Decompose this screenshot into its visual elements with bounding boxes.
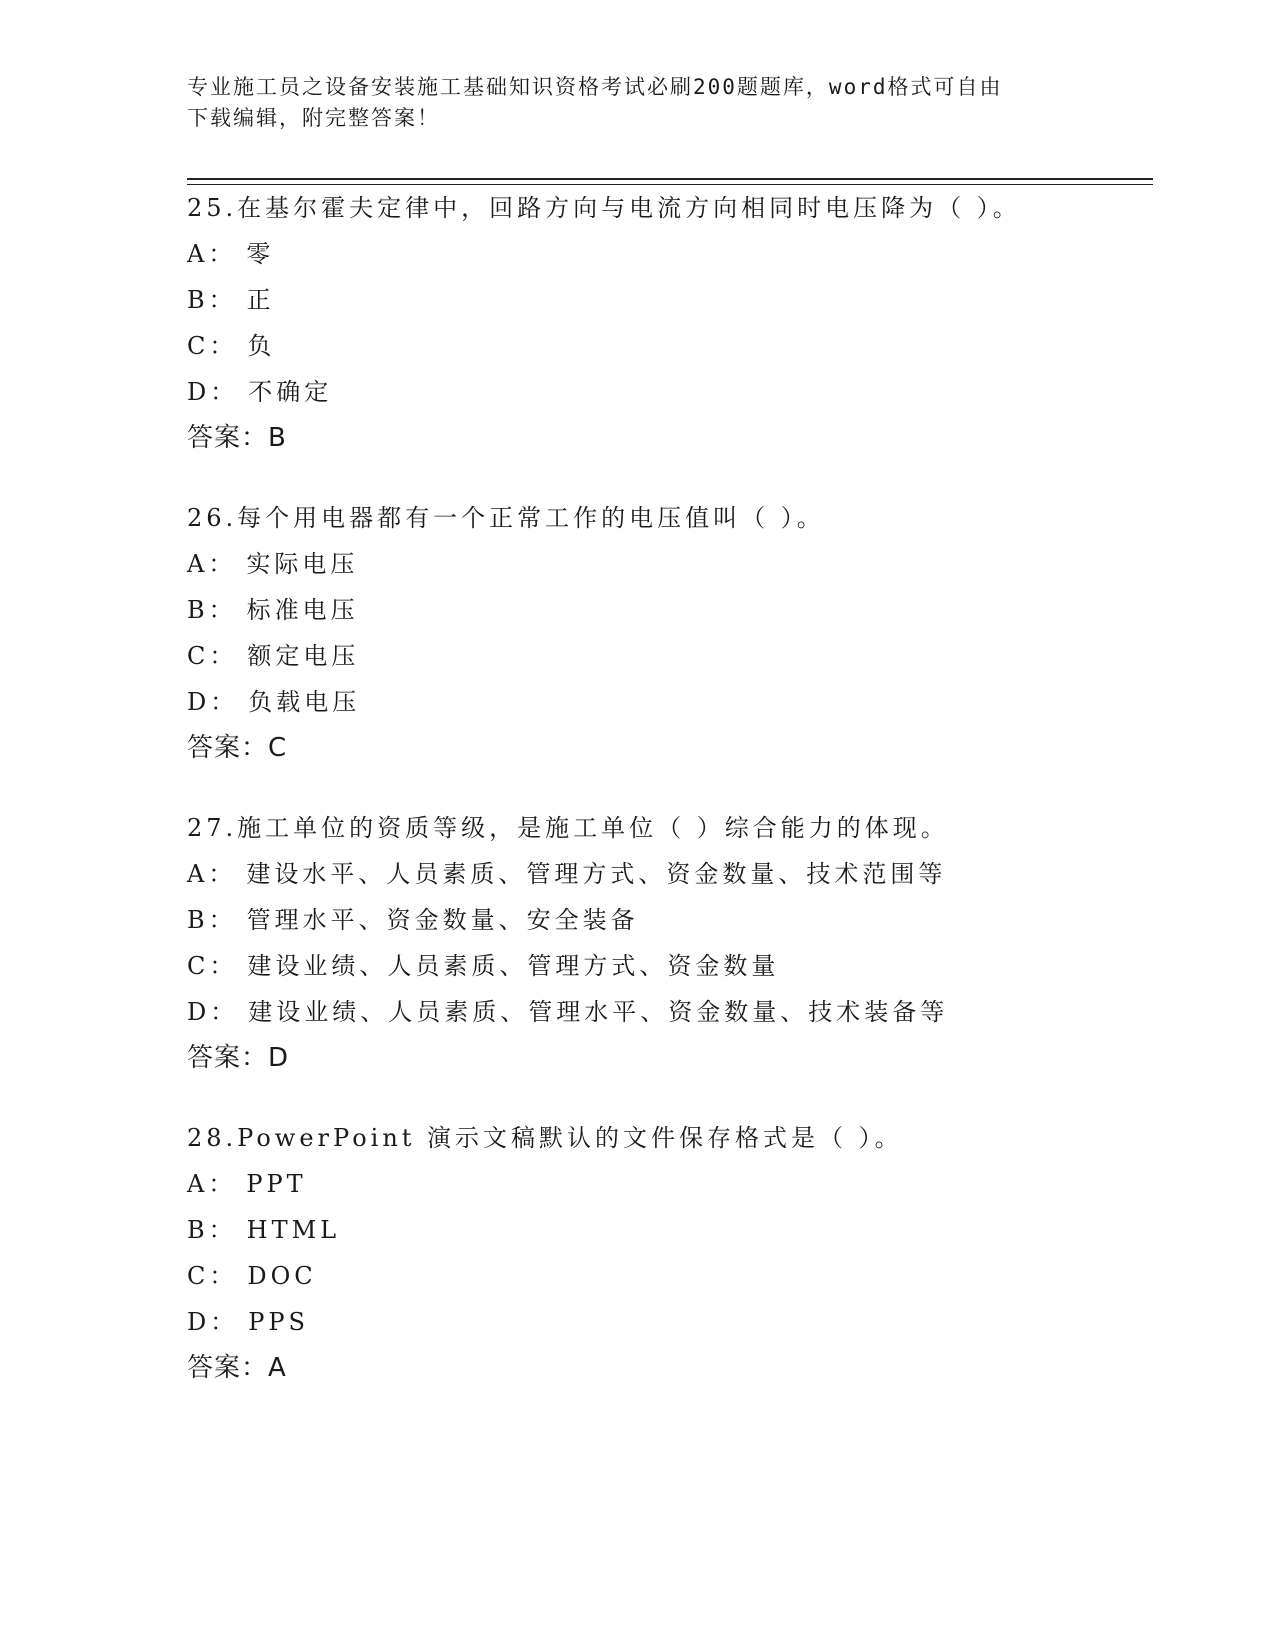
option-b (187, 1207, 1153, 1253)
option-d (187, 989, 1153, 1035)
option-text: DOC (247, 1262, 317, 1290)
option-text: PPT (246, 1170, 307, 1198)
question-number: 25. (187, 194, 238, 222)
question-text: PowerPoint 演示文稿默认的文件保存格式是（ ）。 (237, 1124, 903, 1152)
question-list (187, 185, 1153, 1425)
option-text: 负载电压 (248, 688, 361, 716)
option-text: 额定电压 (247, 642, 360, 670)
option-key: A： (187, 240, 237, 268)
question-28 (187, 1115, 1153, 1391)
question-stem (187, 185, 1153, 231)
option-a (187, 1161, 1153, 1207)
answer-label: 答案： (187, 733, 269, 763)
option-key: B： (187, 906, 237, 934)
option-text: 建设水平、人员素质、管理方式、资金数量、技术范围等 (246, 860, 947, 888)
answer-value: C (268, 733, 288, 763)
option-key: C： (187, 1262, 238, 1290)
option-key: B： (187, 1216, 237, 1244)
question-number: 27. (187, 814, 238, 842)
option-d (187, 679, 1153, 725)
question-stem (187, 495, 1153, 541)
option-text: 建设业绩、人员素质、管理水平、资金数量、技术装备等 (248, 998, 949, 1026)
header-divider (187, 178, 1153, 185)
question-26 (187, 495, 1153, 771)
answer (187, 1035, 1153, 1081)
answer-value: A (268, 1353, 287, 1383)
option-d (187, 369, 1153, 415)
option-text: 正 (246, 286, 275, 314)
option-c (187, 633, 1153, 679)
option-text: 建设业绩、人员素质、管理方式、资金数量 (247, 952, 780, 980)
option-key: C： (187, 332, 238, 360)
option-key: D： (187, 998, 239, 1026)
answer (187, 725, 1153, 771)
answer-value: B (268, 423, 287, 453)
answer-label: 答案： (187, 1043, 269, 1073)
option-b (187, 897, 1153, 943)
option-key: D： (187, 688, 239, 716)
answer-label: 答案： (187, 1353, 269, 1383)
question-text: 在基尔霍夫定律中，回路方向与电流方向相同时电压降为（ ）。 (237, 194, 1021, 222)
answer-value: D (268, 1043, 290, 1073)
question-25 (187, 185, 1153, 461)
question-number: 28. (187, 1124, 238, 1152)
option-d (187, 1299, 1153, 1345)
option-a (187, 541, 1153, 587)
option-a (187, 851, 1153, 897)
option-key: A： (187, 550, 237, 578)
option-key: B： (187, 286, 237, 314)
question-27 (187, 805, 1153, 1081)
option-text: 不确定 (248, 378, 333, 406)
header-line-1: 专业施工员之设备安装施工基础知识资格考试必刷200题题库，word格式可自由 (187, 75, 1003, 99)
option-key: A： (187, 1170, 237, 1198)
option-text: PPS (248, 1308, 309, 1336)
answer (187, 1345, 1153, 1391)
option-c (187, 943, 1153, 989)
option-text: HTML (246, 1216, 341, 1244)
option-b (187, 277, 1153, 323)
option-a (187, 231, 1153, 277)
question-stem (187, 1115, 1153, 1161)
option-text: 管理水平、资金数量、安全装备 (246, 906, 639, 934)
option-key: C： (187, 642, 238, 670)
option-c (187, 1253, 1153, 1299)
option-text: 实际电压 (246, 550, 359, 578)
header-line-2: 下载编辑，附完整答案！ (187, 106, 440, 130)
question-number: 26. (187, 504, 238, 532)
option-key: D： (187, 378, 239, 406)
answer-label: 答案： (187, 423, 269, 453)
option-b (187, 587, 1153, 633)
option-key: C： (187, 952, 238, 980)
option-c (187, 323, 1153, 369)
question-stem (187, 805, 1153, 851)
option-key: A： (187, 860, 237, 888)
question-text: 施工单位的资质等级，是施工单位（ ）综合能力的体现。 (237, 814, 949, 842)
answer (187, 415, 1153, 461)
option-text: 零 (246, 240, 275, 268)
option-key: B： (187, 596, 237, 624)
option-text: 标准电压 (246, 596, 359, 624)
option-text: 负 (247, 332, 276, 360)
question-text: 每个用电器都有一个正常工作的电压值叫（ ）。 (237, 504, 825, 532)
document-header (187, 72, 1067, 134)
option-key: D： (187, 1308, 239, 1336)
